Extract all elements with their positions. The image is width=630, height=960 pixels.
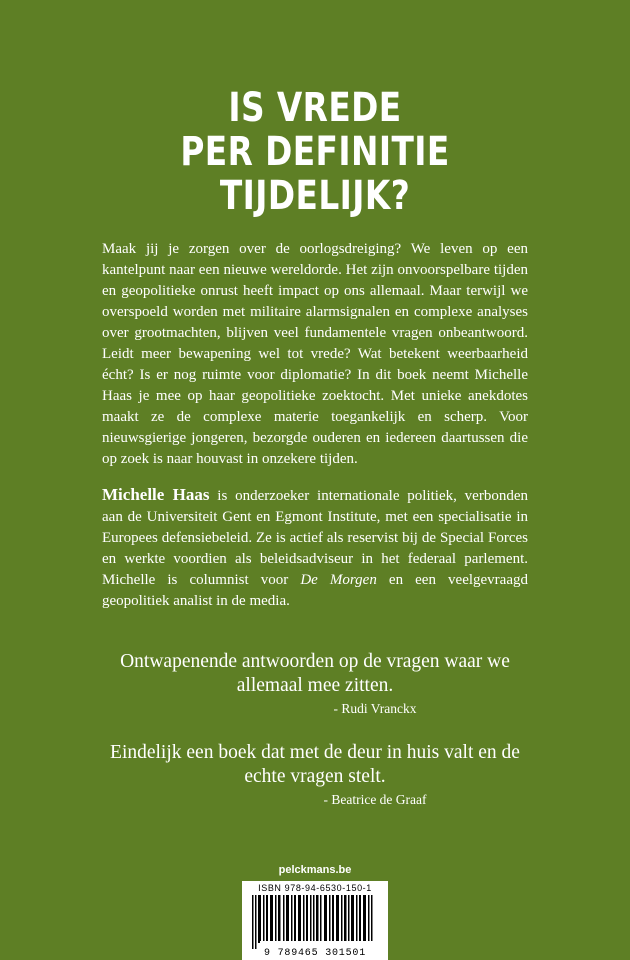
quote-2-author: - Beatrice de Graaf [323,792,427,807]
newspaper-name: De Morgen [300,572,377,588]
blurb-text: Maak jij je zorgen over de oorlogsdreiging? We leven op een kantelpunt naar een nieuwe wereldorde. Het zijn onvoorspelbare tijden en geopolitieke onrust heeft impact op ons allemaal. Maar terwijl we overspoeld worden met militaire alarmsignalen en complexe analyses over grootmachten, blijven veel fundamentele vragen onbeantwoord. Leidt meer bewapening wel tot vrede? Wat betekent weerbaarheid écht? Is er nog ruimte voor diplomatie? In dit boek neemt Michelle Haas je mee op haar geopolitieke zoektocht. Met unieke anekdotes maakt ze de complexe materie toegankelijk en scherp. Voor nieuwsgierige jongeren, bezorgde ouderen en iedereen daartussen die op zoek is naar houvast in onzekere tijden. [102,241,528,467]
isbn-label: ISBN 978-94-6530-150-1 [258,883,372,893]
publisher-url: pelckmans.be [278,864,352,876]
quote-2-text: Eindelijk een boek dat met de deur in huis valt en de echte vragen stelt. [110,742,520,787]
author-name: Michelle Haas [102,485,210,504]
cover-title [57,86,574,218]
title-line-1: IS VREDE [228,85,402,131]
barcode-panel [242,881,388,960]
title-line-2: PER DEFINITIE [180,129,450,175]
quote-1 [102,650,528,718]
bio-text-part1: is onderzoeker internationale politiek, verbonden aan de Universiteit Gent en Egmont Institute, met een specialisatie in Europees defensiebeleid. Ze is actief als reservist bij de Special Forces en werkte voordien als beleidsadviseur in het federaal parlement. Michelle is columnist voor [102,488,528,588]
title-line-3: TIJDELIJK? [219,173,411,219]
author-bio [102,484,528,612]
quote-1-author: - Rudi Vranckx [333,701,417,716]
bio-text-part2: en een veelgevraagd geopolitiek analist in de media. [102,572,528,609]
quote-2 [102,741,528,809]
barcode-digits: 9 789465 301501 [263,948,366,959]
quote-1-text: Ontwapenende antwoorden op de vragen waar we allemaal mee zitten. [120,651,510,696]
